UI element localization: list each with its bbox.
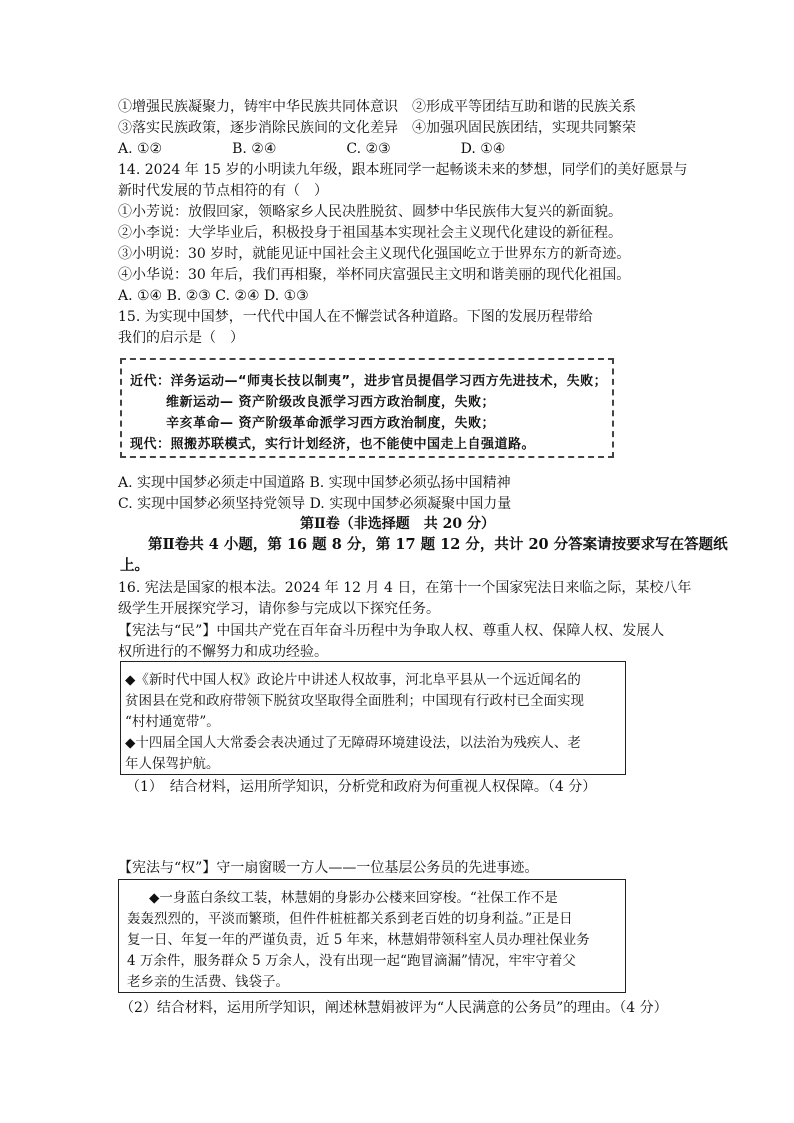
- q16-material-box-1: [120, 661, 626, 775]
- q14-option-3: ③小明说：30 岁时，就能见证中国社会主义现代化强国屹立于世界东方的新奇迹。: [118, 246, 631, 262]
- q14-stem-line-1: 14. 2024 年 15 岁的小明读九年级，跟本班同学一起畅谈未来的梦想，同学们的美好愿景与: [118, 162, 688, 178]
- q13-option-line-1: ①增强民族凝聚力，铸牢中华民族共同体意识 ②形成平等团结互助和谐的民族关系: [118, 99, 636, 115]
- q15-stem-line-2: 我们的启示是（ ）: [118, 330, 244, 346]
- q16-stem-line-2: 级学生开展探究学习，请你参与完成以下探究任务。: [118, 601, 440, 617]
- q16-box2-line-4: 4 万余件，服务群众 5 万余人，没有出现一起“跑冒滴漏”情况，牢牢守着父: [127, 953, 576, 969]
- part2-note-line-2: 上。: [120, 557, 149, 574]
- q15-box-line-1: 近代：洋务运动—“师夷长技以制夷”，进步官员提倡学习西方先进技术，失败；: [130, 374, 608, 389]
- q16-box1-line-5: 年人保驾护航。: [125, 756, 220, 772]
- q15-stem-line-1: 15. 为实现中国梦，一代代中国人在不懈尝试各种道路。下图的发展历程带给: [118, 309, 593, 325]
- q15-box-line-4: 现代：照搬苏联模式，实行计划经济，也不能使中国走上自强道路。: [130, 437, 536, 452]
- q16-box1-line-3: “村村通宽带”。: [125, 714, 220, 730]
- q13-option-line-2: ③落实民族政策，逐步消除民族间的文化差异 ④加强巩固民族团结，实现共同繁荣: [118, 120, 636, 136]
- q16-material-box-2: [118, 879, 626, 993]
- q16-box1-line-1: ◆《新时代中国人权》政论片中讲述人权故事，河北阜平县从一个远近闻名的: [125, 672, 581, 688]
- q15-box-line-2: 维新运动— 资产阶级改良派学习西方政治制度，失败；: [166, 395, 496, 410]
- part2-note-line-1: 第Ⅱ卷共 4 小题，第 16 题 8 分，第 17 题 12 分，共计 20 分答案请按要求写在答题纸: [148, 536, 728, 553]
- q14-option-1: ①小芳说：放假回家，领略家乡人民决胜脱贫、圆梦中华民族伟大复兴的新面貌。: [118, 204, 622, 220]
- part2-title: 第Ⅱ卷（非选择题 共 20 分）: [300, 516, 496, 532]
- q16-question-1: （1） 结合材料，运用所学知识，分析党和政府为何重视人权保障。（4 分）: [126, 779, 597, 795]
- q14-choices: A. ①④ B. ②③ C. ②④ D. ①③: [118, 288, 309, 304]
- q16-question-2: （2）结合材料，运用所学知识，阐述林慧娟被评为“人民满意的公务员”的理由。（4 分）: [120, 1000, 668, 1016]
- q14-option-4: ④小华说：30 年后，我们再相聚，举杯同庆富强民主文明和谐美丽的现代化祖国。: [118, 267, 631, 283]
- q16-box2-line-3: 复一日、年复一年的严谨负责，近 5 年来，林慧娟带领科室人员办理社保业务: [127, 932, 590, 948]
- q16-box1-line-2: 贫困县在党和政府带领下脱贫攻坚取得全面胜利；中国现有行政村已全面实现: [125, 693, 584, 709]
- q15-history-box: [120, 358, 614, 458]
- q16-box2-line-5: 老乡亲的生活费、钱袋子。: [127, 974, 289, 990]
- q15-box-line-3: 辛亥革命— 资产阶级革命派学习西方政治制度，失败；: [166, 416, 496, 431]
- q16-section2-title: 【宪法与“权”】守一扇窗暖一方人——一位基层公务员的先进事迹。: [118, 860, 539, 876]
- q16-box2-line-2: 轰轰烈烈的，平淡而繁琐，但件件桩桩都关系到老百姓的切身利益。”正是日: [127, 911, 573, 927]
- q16-stem-line-1: 16. 宪法是国家的根本法。2024 年 12 月 4 日，在第十一个国家宪法日来临之际，某校八年: [118, 580, 692, 596]
- q15-choices-ab: A. 实现中国梦必须走中国道路 B. 实现中国梦必须弘扬中国精神: [118, 475, 511, 491]
- q16-section1-line-2: 权所进行的不懈努力和成功经验。: [118, 644, 328, 660]
- q16-section1-line-1: 【宪法与“民”】中国共产党在百年奋斗历程中为争取人权、尊重人权、保障人权、发展人: [118, 623, 665, 639]
- q13-choices: A. ①② B. ②④ C. ②③ D. ①④: [118, 141, 506, 157]
- q16-box2-line-1: ◆一身蓝白条纹工装，林慧娟的身影办公楼来回穿梭。“社保工作不是: [149, 890, 558, 906]
- q14-stem-line-2: 新时代发展的节点相符的有（ ）: [118, 183, 328, 199]
- q16-box1-line-4: ◆十四届全国人大常委会表决通过了无障碍环境建设法，以法治为残疾人、老: [125, 735, 581, 751]
- q14-option-2: ②小李说：大学毕业后，积极投身于祖国基本实现社会主义现代化建设的新征程。: [118, 225, 622, 241]
- q15-choices-cd: C. 实现中国梦必须坚持党领导 D. 实现中国梦必须凝聚中国力量: [118, 496, 512, 512]
